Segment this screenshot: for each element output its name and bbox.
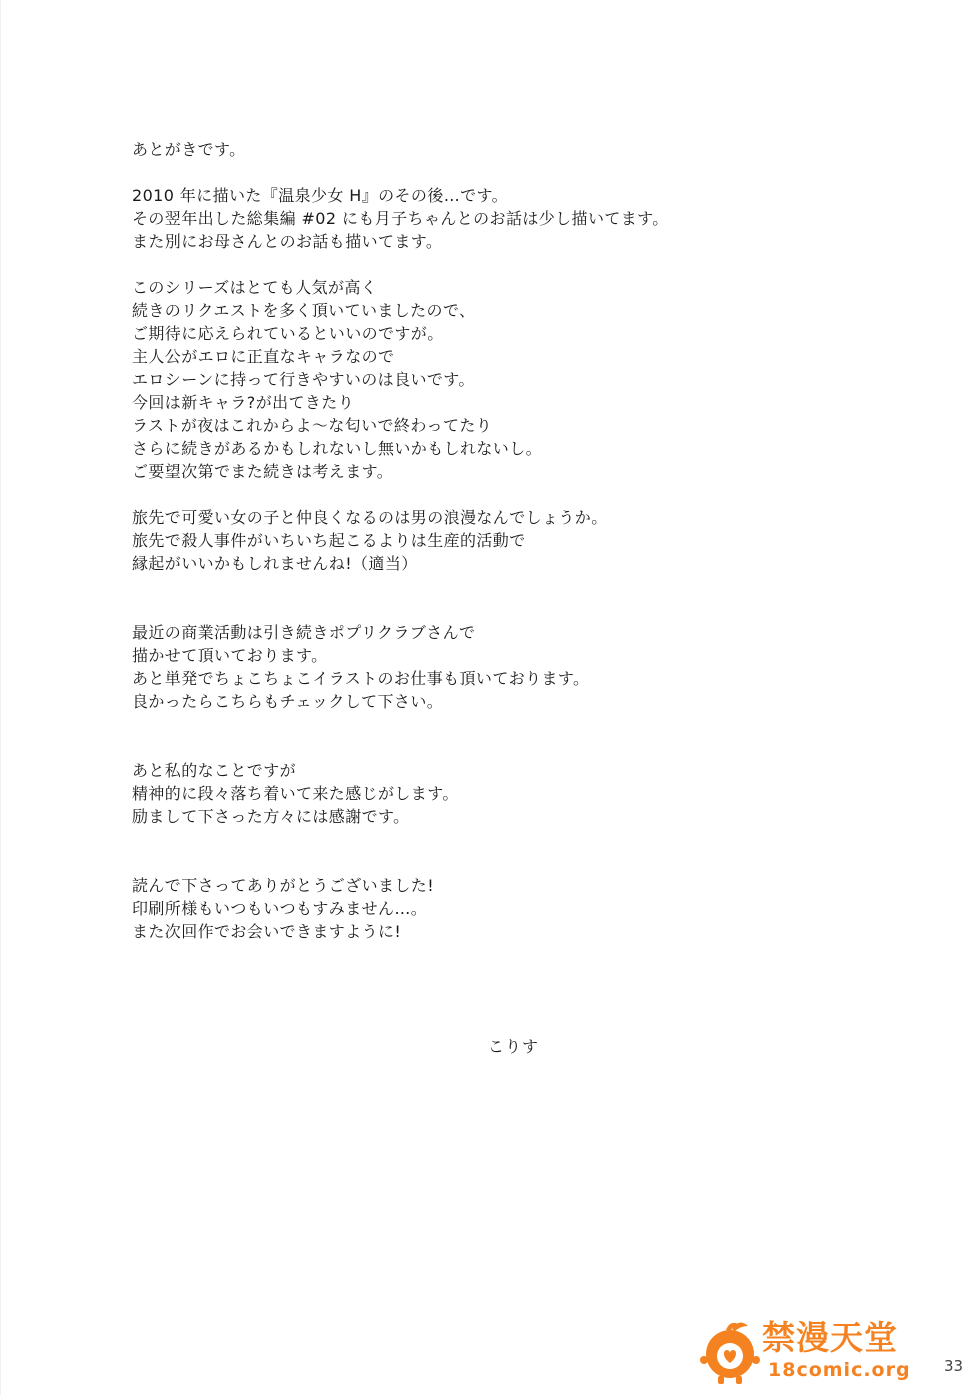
text-line: 旅先で殺人事件がいちいち起こるよりは生産的活動で — [132, 531, 526, 550]
text-line: エロシーンに持って行きやすいのは良いです。 — [132, 370, 475, 389]
text-line: 良かったらこちらもチェックして下さい。 — [132, 692, 444, 711]
paragraph-1 — [132, 184, 892, 253]
text-line: あと単発でちょこちょこイラストのお仕事も頂いております。 — [132, 669, 590, 688]
text-line: 最近の商業活動は引き続きポプリクラブさんで — [132, 623, 476, 642]
watermark-url: 18comic.org — [768, 1359, 911, 1381]
afterword-title: あとがきです。 — [132, 140, 246, 159]
text-line: また次回作でお会いできますように! — [132, 922, 402, 941]
text-line: 主人公がエロに正直なキャラなので — [132, 347, 395, 366]
text-line: 読んで下さってありがとうございました! — [132, 876, 435, 895]
text-line: 印刷所様もいつもいつもすみません…。 — [132, 899, 428, 918]
paragraph-5 — [132, 759, 892, 828]
watermark-title: 禁漫天堂 — [762, 1318, 898, 1357]
text-line: 2010 年に描いた『温泉少女 H』のその後…です。 — [132, 186, 509, 205]
text-line: 描かせて頂いております。 — [132, 646, 328, 665]
site-watermark — [696, 1316, 918, 1388]
page-number: 33 — [944, 1357, 963, 1375]
text-line: また別にお母さんとのお話も描いてます。 — [132, 232, 443, 251]
text-line: 精神的に段々落ち着いて来た感じがします。 — [132, 784, 459, 803]
text-line: ご要望次第でまた続きは考えます。 — [132, 462, 394, 481]
text-line: 縁起がいいかもしれませんね!（適当） — [132, 554, 418, 573]
paragraph-2 — [132, 276, 892, 483]
paragraph-4 — [132, 621, 892, 713]
paragraph-6 — [132, 874, 892, 943]
text-line: ラストが夜はこれからよ～な匂いで終わってたり — [132, 416, 493, 435]
author-signature: こりす — [488, 1037, 540, 1056]
text-line: 今回は新キャラ?が出てきたり — [132, 393, 355, 412]
text-line: 旅先で可愛い女の子と仲良くなるのは男の浪漫なんでしょうか。 — [132, 508, 608, 527]
text-line: ご期待に応えられているといいのですが。 — [132, 324, 444, 343]
orange-mascot-icon — [696, 1316, 764, 1388]
text-line: さらに続きがあるかもしれないし無いかもしれないし。 — [132, 439, 543, 458]
text-line: その翌年出した総集編 #02 にも月子ちゃんとのお話は少し描いてます。 — [132, 209, 669, 228]
text-line: 続きのリクエストを多く頂いていましたので、 — [132, 301, 476, 320]
text-line: 励まして下さった方々には感謝です。 — [132, 807, 410, 826]
text-line: あと私的なことですが — [132, 761, 297, 780]
text-line: このシリーズはとても人気が高く — [132, 278, 378, 297]
afterword-text — [132, 138, 892, 943]
paragraph-3 — [132, 506, 892, 575]
